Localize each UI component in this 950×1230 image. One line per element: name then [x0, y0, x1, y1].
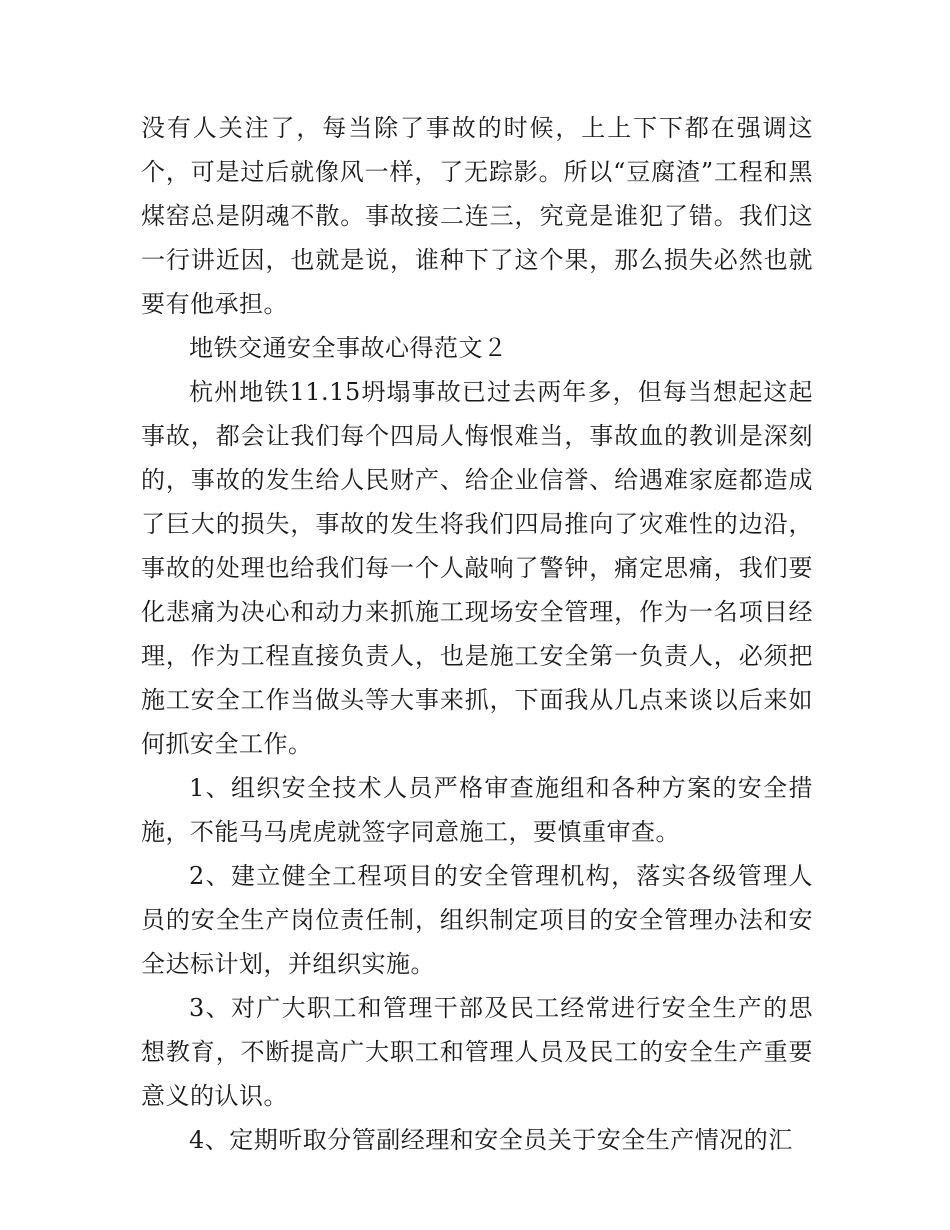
paragraph-continuation: 没有人关注了，每当除了事故的时候，上上下下都在强调这个，可是过后就像风一样，了无踪影。所以“豆腐渣”工程和黑煤窑总是阴魂不散。事故接二连三，究竟是谁犯了错。我们这一行讲近因，也就是说，谁种下了这个果，那么损失必然也就要有他承担。 [141, 114, 813, 318]
list-item-3: 3、对广大职工和管理干部及民工经常进行安全生产的思想教育，不断提高广大职工和管理人员及民工的安全生产重要意义的认识。 [141, 994, 813, 1110]
document-body [141, 106, 813, 1162]
list-item-4: 4、定期听取分管副经理和安全员关于安全生产情况的汇 [189, 1126, 793, 1154]
paragraph-intro: 杭州地铁11.15坍塌事故已过去两年多，但每当想起这起事故，都会让我们每个四局人悔恨难当，事故血的教训是深刻的，事故的发生给人民财产、给企业信誉、给遇难家庭都造成了巨大的损失，事故的发生将我们四局推向了灾难性的边沿，事故的处理也给我们每一个人敲响了警钟，痛定思痛，我们要化悲痛为决心和动力来抓施工现场安全管理，作为一名项目经理，作为工程直接负责人，也是施工安全第一负责人，必须把施工安全工作当做头等大事来抓，下面我从几点来谈以后来如何抓安全工作。 [141, 378, 813, 758]
list-item-1: 1、组织安全技术人员严格审查施组和各种方案的安全措施，不能马马虎虎就签字同意施工，要慎重审查。 [141, 774, 813, 846]
section-heading: 地铁交通安全事故心得范文２ [189, 334, 508, 362]
list-item-2: 2、建立健全工程项目的安全管理机构，落实各级管理人员的安全生产岗位责任制，组织制定项目的安全管理办法和安全达标计划，并组织实施。 [141, 862, 813, 978]
